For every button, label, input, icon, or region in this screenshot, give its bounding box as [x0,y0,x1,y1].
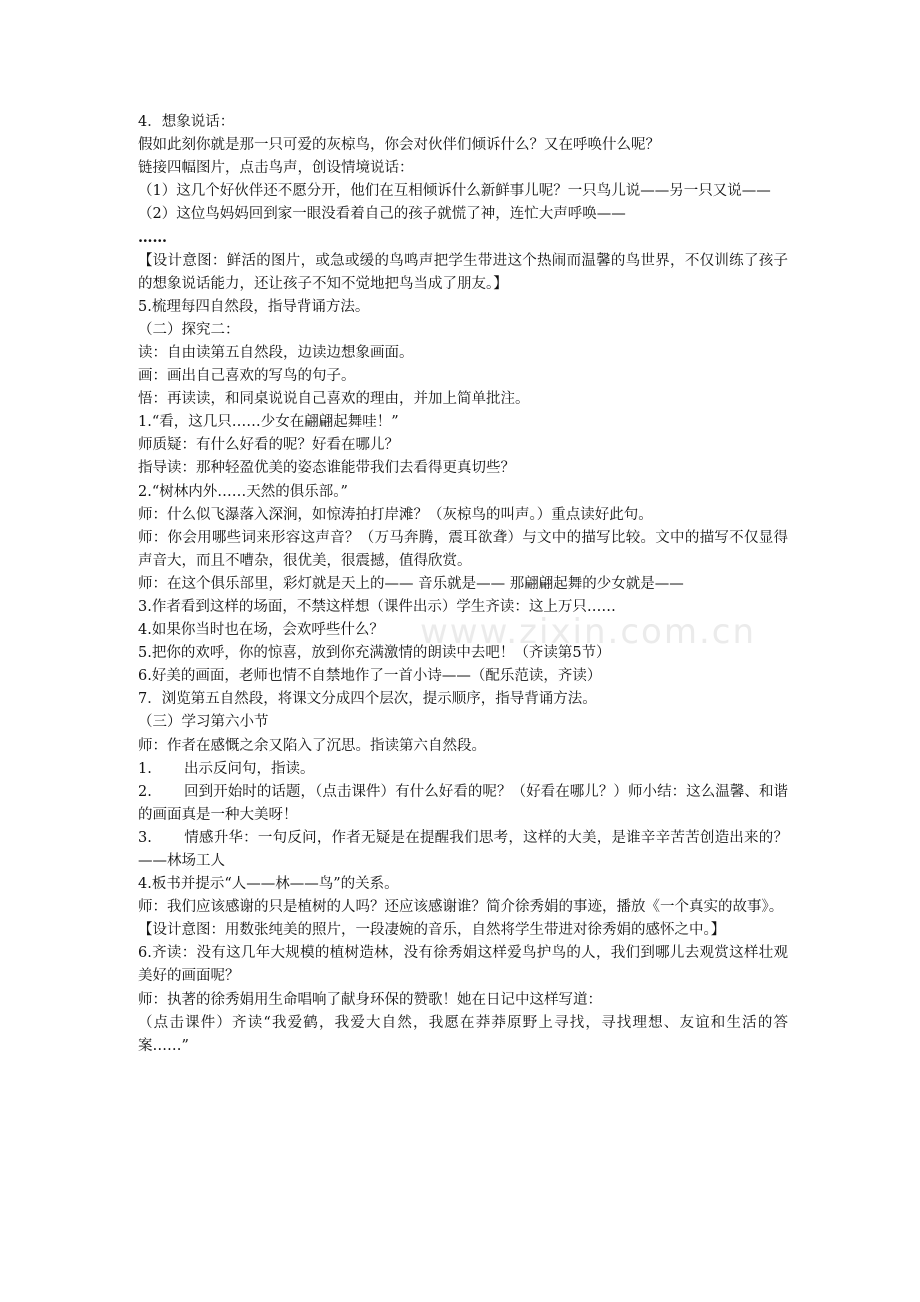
paragraph: 7．浏览第五自然段，将课文分成四个层次，提示顺序，指导背诵方法。 [138,691,597,708]
paragraph: （1）这几个好伙伴还不愿分开，他们在互相倾诉什么新鲜事儿呢？一只鸟儿说——另一只又说—— [138,183,771,200]
paragraph: 指导读：那种轻盈优美的姿态谁能带我们去看得更真切些？ [138,460,515,477]
paragraph: 4.板书并提示“人——林——鸟”的关系。 [138,876,399,893]
paragraph: 6.好美的画面，老师也情不自禁地作了一首小诗——（配乐范读，齐读） [138,668,602,685]
paragraph: 师：作者在感慨之余又陷入了沉思。指读第六自然段。 [138,737,486,754]
paragraph: 悟：再读读，和同桌说说自己喜欢的理由，并加上简单批注。 [138,391,530,408]
section-heading: （三）学习第六小节 [138,714,269,731]
paragraph: 师：执著的徐秀娟用生命唱响了献身环保的赞歌！她在日记中这样写道： [138,991,602,1008]
heading-imagine-speaking: 4．想象说话： [138,114,235,130]
paragraph: 2.“树林内外……天然的俱乐部。” [138,483,348,500]
item-text: 回到开始时的话题，（点击课件）有什么好看的呢？（好看在哪儿？）师小结：这么温馨、和谐的画面真是一种大美呀！ [138,783,788,823]
item-text: 出示反问句，指读。 [184,760,315,777]
paragraph: 师：什么似飞瀑落入深涧，如惊涛拍打岸滩？（灰椋鸟的叫声。）重点读好此句。 [138,506,653,523]
paragraph: 链接四幅图片，点击鸟声，创设情境说话： [138,160,414,177]
numbered-item [138,827,788,873]
paragraph: 3.作者看到这样的场面，不禁这样想（课件出示）学生齐读：这上万只…… [138,598,616,615]
paragraph: 6.齐读：没有这几年大规模的植树造林，没有徐秀娟这样爱鸟护鸟的人，我们到哪儿去观赏这样壮观美好的画面呢？ [138,945,788,985]
paragraph: 1.“看，这几只……少女在翩翩起舞哇！” [138,414,399,431]
ellipsis: …… [138,229,167,247]
section-heading: （二）探究二： [138,321,240,338]
item-text: 情感升华：一句反问，作者无疑是在提醒我们思考，这样的大美，是谁辛辛苦苦创造出来的？——林场工人 [138,829,788,869]
paragraph: （点击课件）齐读“我爱鹤，我爱大自然，我愿在莽莽原野上寻找，寻找理想、友谊和生活的答案……” [138,1014,788,1054]
paragraph: 画：画出自己喜欢的写鸟的句子。 [138,368,356,385]
paragraph: 读：自由读第五自然段，边读边想象画面。 [138,344,414,361]
watermark: www.zixin.com.cn [420,612,756,652]
paragraph: 师：你会用哪些词来形容这声音？（万马奔腾，震耳欲聋）与文中的描写比较。文中的描写不仅显得声音大，而且不嘈杂，很优美，很震撼，值得欣赏。 [138,529,788,569]
numbered-item [138,758,788,781]
paragraph: 师质疑：有什么好看的呢？好看在哪儿？ [138,437,399,454]
paragraph: 5.把你的欢呼，你的惊喜，放到你充满激情的朗读中去吧！（齐读第5节） [138,645,611,662]
paragraph: 师：我们应该感谢的只是植树的人吗？还应该感谢谁？简介徐秀娟的事迹，播放《一个真实的故事》。 [138,899,784,916]
document-body [138,111,788,1058]
design-intent-note: 【设计意图：用数张纯美的照片，一段凄婉的音乐，自然将学生带进对徐秀娟的感怀之中。】 [138,922,726,939]
numbered-item [138,781,788,827]
item-number: 2. [138,783,152,800]
design-intent-note: 【设计意图：鲜活的图片，或急或缓的鸟鸣声把学生带进这个热闹而温馨的鸟世界，不仅训练了孩子的想象说话能力，还让孩子不知不觉地把鸟当成了朋友。】 [138,252,788,292]
paragraph: （2）这位鸟妈妈回到家一眼没看着自己的孩子就慌了神，连忙大声呼唤—— [138,206,626,223]
item-number: 3. [138,829,152,846]
paragraph: 5.梳理每四自然段，指导背诵方法。 [138,298,370,315]
item-number: 1. [138,760,152,777]
paragraph: 假如此刻你就是那一只可爱的灰椋鸟，你会对伙伴们倾诉什么？又在呼唤什么呢？ [138,137,660,154]
paragraph: 师：在这个俱乐部里，彩灯就是天上的—— 音乐就是—— 那翩翩起舞的少女就是—— [138,575,684,592]
paragraph: 4.如果你当时也在场，会欢呼些什么？ [138,622,384,639]
